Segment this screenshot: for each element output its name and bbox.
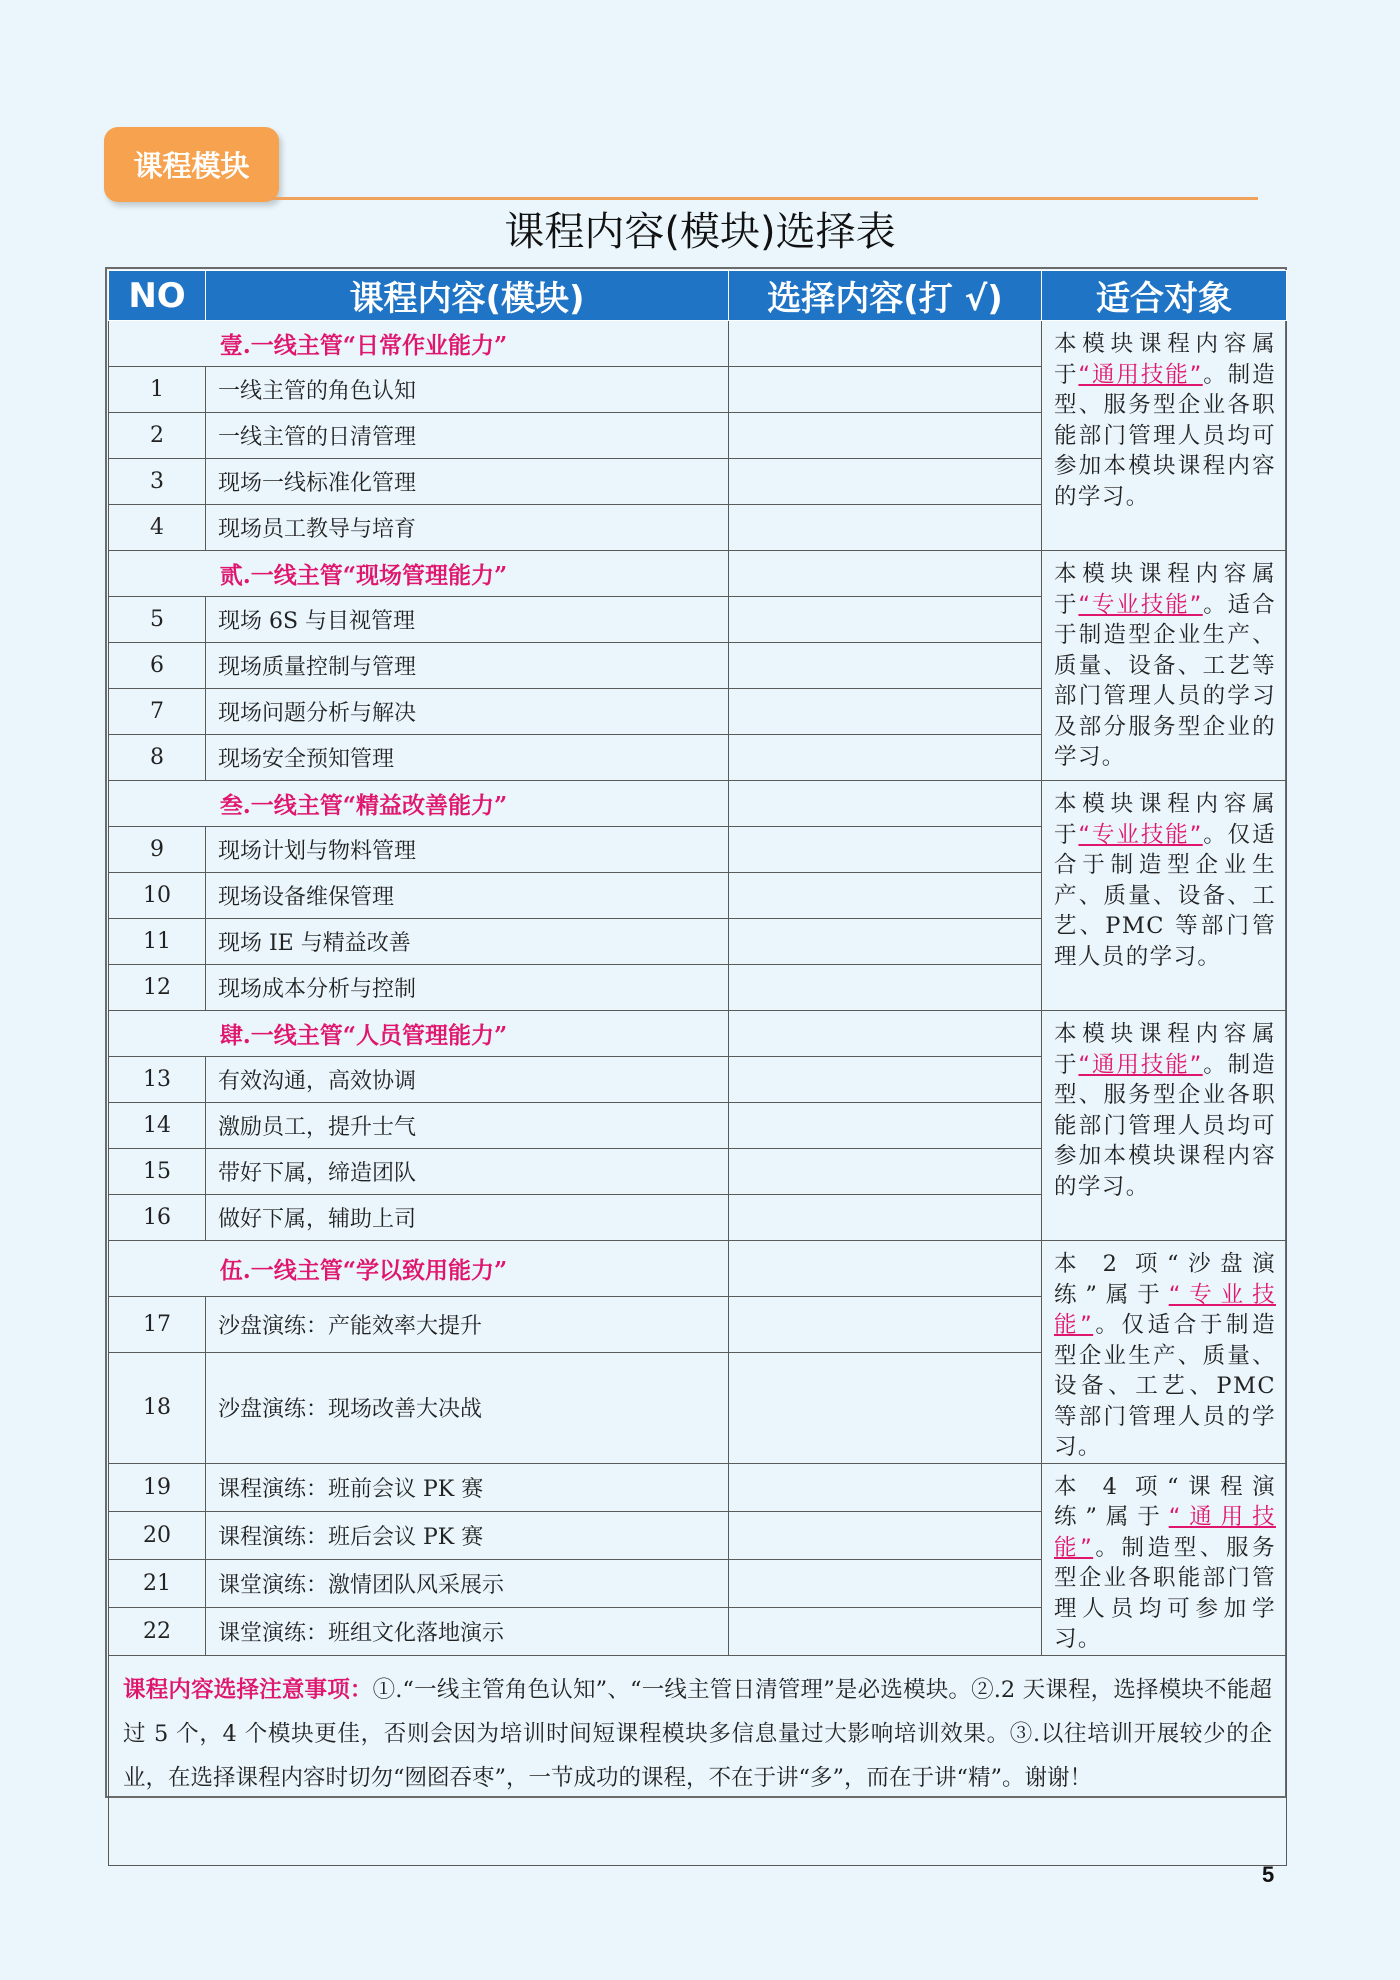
select-cell[interactable] <box>729 643 1042 689</box>
select-cell[interactable] <box>729 735 1042 781</box>
row-number: 4 <box>109 505 206 551</box>
row-number: 9 <box>109 827 206 873</box>
row-number: 13 <box>109 1057 206 1103</box>
select-cell[interactable] <box>729 919 1042 965</box>
select-cell[interactable] <box>729 965 1042 1011</box>
section-title: 贰.一线主管“现场管理能力” <box>109 551 729 597</box>
select-cell[interactable] <box>729 459 1042 505</box>
section-row <box>109 781 1287 827</box>
section-row <box>109 1011 1287 1057</box>
select-cell[interactable] <box>729 1057 1042 1103</box>
course-name: 带好下属，缔造团队 <box>206 1149 729 1195</box>
select-cell[interactable] <box>729 781 1042 827</box>
course-name: 激励员工，提升士气 <box>206 1103 729 1149</box>
note-row <box>109 1655 1287 1865</box>
header-audience: 适合对象 <box>1042 271 1287 321</box>
course-name: 现场质量控制与管理 <box>206 643 729 689</box>
audience-cell: 本模块课程内容属于“通用技能”。制造型、服务型企业各职能部门管理人员均可参加本模块课程内容的学习。 <box>1042 1011 1287 1241</box>
course-table-frame <box>105 267 1287 1798</box>
course-name: 课堂演练：班组文化落地演示 <box>206 1607 729 1655</box>
select-cell[interactable] <box>729 1011 1042 1057</box>
select-cell[interactable] <box>729 1241 1042 1297</box>
select-cell[interactable] <box>729 1352 1042 1463</box>
section-title: 叁.一线主管“精益改善能力” <box>109 781 729 827</box>
course-name: 现场设备维保管理 <box>206 873 729 919</box>
page-title: 课程内容(模块)选择表 <box>504 209 896 255</box>
row-number: 21 <box>109 1559 206 1607</box>
row-number: 14 <box>109 1103 206 1149</box>
audience-cell: 本 4 项“课程演练”属于“通用技能”。制造型、服务型企业各职能部门管理人员均可参加学习。 <box>1042 1463 1287 1655</box>
row-number: 20 <box>109 1511 206 1559</box>
row-number: 11 <box>109 919 206 965</box>
row-number: 15 <box>109 1149 206 1195</box>
header-no: NO <box>109 271 206 321</box>
course-name: 现场一线标准化管理 <box>206 459 729 505</box>
row-number: 17 <box>109 1296 206 1352</box>
header-content: 课程内容(模块) <box>206 271 729 321</box>
course-name: 有效沟通，高效协调 <box>206 1057 729 1103</box>
select-cell[interactable] <box>729 1149 1042 1195</box>
select-cell[interactable] <box>729 1607 1042 1655</box>
row-number: 1 <box>109 367 206 413</box>
course-name: 课堂演练：激情团队风采展示 <box>206 1559 729 1607</box>
course-name: 一线主管的日清管理 <box>206 413 729 459</box>
course-name: 现场问题分析与解决 <box>206 689 729 735</box>
select-cell[interactable] <box>729 597 1042 643</box>
row-number: 22 <box>109 1607 206 1655</box>
note-text: ①.“一线主管角色认知”、“一线主管日清管理”是必选模块。②.2 天课程，选择模块不能超过 5 个，4 个模块更佳，否则会因为培训时间短课程模块多信息量过大影响培训效果。③.以往培训开展较少的企业，在选择课程内容时切勿“囫囵吞枣”，一节成功的课程，不在于讲“多”，而在于讲“精”。谢谢！ <box>123 1676 1272 1791</box>
select-cell[interactable] <box>729 367 1042 413</box>
page-number: 5 <box>1262 1862 1275 1887</box>
section-title: 伍.一线主管“学以致用能力” <box>109 1241 729 1297</box>
course-name: 现场 6S 与目视管理 <box>206 597 729 643</box>
course-selection-table <box>108 270 1287 1866</box>
row-number: 16 <box>109 1195 206 1241</box>
course-name: 一线主管的角色认知 <box>206 367 729 413</box>
section-row <box>109 551 1287 597</box>
section-title: 壹.一线主管“日常作业能力” <box>109 321 729 367</box>
table-row <box>109 1463 1287 1511</box>
selection-notes <box>109 1655 1287 1865</box>
course-name: 现场 IE 与精益改善 <box>206 919 729 965</box>
row-number: 2 <box>109 413 206 459</box>
course-name: 课程演练：班后会议 PK 赛 <box>206 1511 729 1559</box>
row-number: 12 <box>109 965 206 1011</box>
audience-cell: 本模块课程内容属于“通用技能”。制造型、服务型企业各职能部门管理人员均可参加本模块课程内容的学习。 <box>1042 321 1287 551</box>
course-name: 课程演练：班前会议 PK 赛 <box>206 1463 729 1511</box>
select-cell[interactable] <box>729 505 1042 551</box>
row-number: 19 <box>109 1463 206 1511</box>
select-cell[interactable] <box>729 1463 1042 1511</box>
row-number: 6 <box>109 643 206 689</box>
course-name: 现场员工教导与培育 <box>206 505 729 551</box>
select-cell[interactable] <box>729 827 1042 873</box>
row-number: 5 <box>109 597 206 643</box>
audience-cell: 本模块课程内容属于“专业技能”。适合于制造型企业生产、质量、设备、工艺等部门管理人员的学习及部分服务型企业的学习。 <box>1042 551 1287 781</box>
select-cell[interactable] <box>729 551 1042 597</box>
select-cell[interactable] <box>729 689 1042 735</box>
row-number: 18 <box>109 1352 206 1463</box>
select-cell[interactable] <box>729 1195 1042 1241</box>
select-cell[interactable] <box>729 1511 1042 1559</box>
course-name: 现场安全预知管理 <box>206 735 729 781</box>
table-header-row <box>109 271 1287 321</box>
select-cell[interactable] <box>729 1559 1042 1607</box>
tab-divider <box>270 197 1258 200</box>
select-cell[interactable] <box>729 321 1042 367</box>
section-row <box>109 321 1287 367</box>
course-name: 沙盘演练：现场改善大决战 <box>206 1352 729 1463</box>
audience-cell: 本 2 项“沙盘演练”属于“专业技能”。仅适合于制造型企业生产、质量、设备、工艺、PMC 等部门管理人员的学习。 <box>1042 1241 1287 1464</box>
course-name: 沙盘演练：产能效率大提升 <box>206 1296 729 1352</box>
row-number: 7 <box>109 689 206 735</box>
select-cell[interactable] <box>729 1296 1042 1352</box>
select-cell[interactable] <box>729 1103 1042 1149</box>
select-cell[interactable] <box>729 873 1042 919</box>
course-name: 现场计划与物料管理 <box>206 827 729 873</box>
row-number: 8 <box>109 735 206 781</box>
note-label: 课程内容选择注意事项： <box>123 1676 373 1703</box>
row-number: 10 <box>109 873 206 919</box>
module-tab: 课程模块 <box>104 127 279 202</box>
audience-cell: 本模块课程内容属于“专业技能”。仅适合于制造型企业生产、质量、设备、工艺、PMC 等部门管理人员的学习。 <box>1042 781 1287 1011</box>
section-row <box>109 1241 1287 1297</box>
select-cell[interactable] <box>729 413 1042 459</box>
section-title: 肆.一线主管“人员管理能力” <box>109 1011 729 1057</box>
course-name: 现场成本分析与控制 <box>206 965 729 1011</box>
row-number: 3 <box>109 459 206 505</box>
header-select: 选择内容(打 √) <box>729 271 1042 321</box>
course-name: 做好下属，辅助上司 <box>206 1195 729 1241</box>
